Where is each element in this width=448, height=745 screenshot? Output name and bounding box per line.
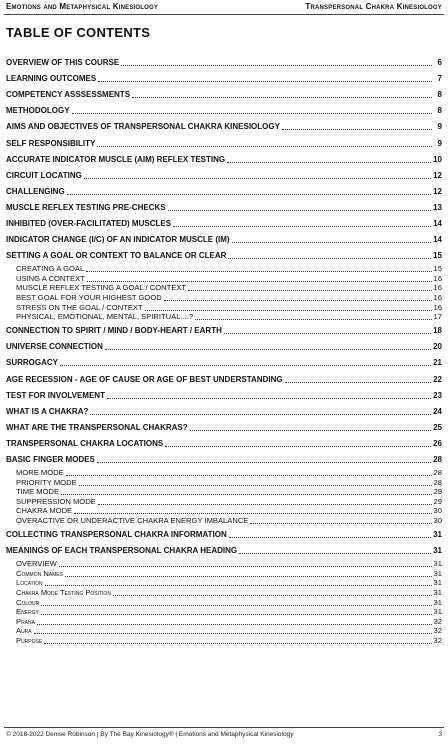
dot-leader	[250, 522, 431, 524]
toc-entry-page: 22	[433, 374, 442, 384]
dot-leader	[132, 96, 432, 98]
toc-entry-title: TRANSPERSONAL CHAKRA LOCATIONS	[6, 438, 164, 448]
toc-entry-title: COMPETENCY ASSSESSMENTS	[6, 90, 131, 100]
toc-entry-title: USING A CONTEXT	[16, 273, 85, 283]
dot-leader	[72, 112, 432, 114]
toc-entry-title: STRESS ON THE GOAL / CONTEXT	[16, 302, 143, 312]
toc-entry[interactable]	[6, 73, 442, 84]
dot-leader	[239, 552, 431, 554]
toc-entry-title: MUSCLE REFLEX TESTING A GOAL / CONTEXT	[16, 283, 187, 293]
toc-entry-title: Energy	[16, 607, 39, 617]
toc-entry-page: 7	[437, 74, 442, 84]
toc-entry-page: 31	[433, 559, 442, 569]
toc-entry-page: 31	[433, 578, 442, 588]
toc-entry[interactable]	[6, 529, 442, 540]
toc-entry-title: PRIORITY MODE	[16, 477, 77, 487]
dot-leader	[227, 161, 431, 163]
toc-entry-page: 16	[433, 283, 442, 293]
page-header	[4, 2, 444, 15]
toc-entry[interactable]	[6, 154, 442, 165]
dot-leader	[173, 225, 431, 227]
toc-entry-page: 12	[433, 186, 442, 196]
toc-entry[interactable]	[6, 341, 442, 352]
toc-entry-title: MEANINGS OF EACH TRANSPERSONAL CHAKRA HEADING	[6, 546, 238, 556]
dot-leader	[90, 413, 431, 415]
toc-entry-page: 15	[433, 251, 442, 261]
dot-leader	[168, 209, 432, 211]
toc-entry-title: Aura	[16, 626, 32, 636]
toc-entry-page: 8	[437, 90, 442, 100]
toc-entry-title: CREATING A GOAL	[16, 264, 85, 274]
footer-copyright: © 2018-2022 Denise Robinson | By The Bay Kinesiology® | Emotions and Metaphysical Kinesiology	[6, 731, 294, 738]
toc-entry-page: 30	[433, 516, 442, 525]
toc-entry-title: INHIBITED (OVER-FACILITATED) MUSCLES	[6, 219, 172, 228]
toc-entry-title: CHALLENGING	[6, 186, 65, 196]
toc-entry-page: 13	[433, 202, 442, 212]
toc-entry[interactable]	[6, 250, 442, 261]
toc-entry-page: 32	[433, 635, 442, 645]
toc-entry-title: WHAT ARE THE TRANSPERSONAL CHAKRAS?	[6, 422, 188, 432]
dot-leader	[229, 536, 431, 538]
toc-entry[interactable]	[6, 186, 442, 197]
toc-entry-page: 9	[437, 138, 442, 148]
toc-entry[interactable]	[6, 170, 442, 181]
dot-leader	[67, 193, 431, 195]
toc-entry-title: INDICATOR CHANGE (I/C) OF AN INDICATOR MUSCLE (IM)	[6, 235, 230, 245]
toc-entry-title: SURROGACY	[6, 358, 59, 368]
toc-entry-title: OVERACTIVE OR UNDERACTIVE CHAKRA ENERGY IMBALANCE	[16, 516, 249, 525]
toc-entry-page: 18	[433, 326, 442, 336]
toc-entry-page: 29	[433, 487, 442, 497]
dot-leader	[224, 332, 431, 334]
toc-entry-title: CONNECTION TO SPIRIT / MIND / BODY-HEART / EARTH	[6, 326, 222, 336]
toc-entry-page: 29	[433, 496, 442, 506]
toc-entry[interactable]	[6, 390, 442, 401]
toc-entry-title: METHODOLOGY	[6, 106, 70, 116]
toc-entry[interactable]	[6, 234, 442, 245]
toc-entry-page: 25	[433, 422, 442, 432]
toc-entry[interactable]	[6, 374, 442, 385]
toc-entry-page: 16	[433, 273, 442, 283]
toc-entry-title: CHAKRA MODE	[16, 506, 73, 516]
toc-entry-page: 14	[433, 219, 442, 228]
header-right-title: Transpersonal Chakra Kinesiology	[305, 2, 442, 11]
toc-entry-title: TEST FOR INVOLVEMENT	[6, 390, 105, 400]
toc-entry[interactable]	[6, 454, 442, 465]
toc-entry-title: OVERVIEW	[16, 559, 57, 569]
dot-leader	[98, 80, 432, 82]
toc-entry-title: PHYSICAL, EMOTIONAL, MENTAL, SPIRITUAL....?	[16, 312, 194, 322]
dot-leader	[282, 128, 432, 130]
toc-entry-page: 31	[433, 568, 442, 578]
dot-leader	[84, 177, 431, 179]
toc-entry-page: 31	[433, 607, 442, 617]
dot-leader	[165, 445, 431, 447]
toc-entry[interactable]	[6, 105, 442, 116]
toc-entry-title: BEST GOAL FOR YOUR HIGHEST GOOD	[16, 293, 162, 302]
toc-subentry[interactable]	[6, 635, 442, 646]
toc-entry[interactable]	[6, 406, 442, 417]
toc-entry-title: BASIC FINGER MODES	[6, 455, 95, 464]
toc-entry-page: 31	[433, 587, 442, 597]
toc-entry-title: SUPPRESSION MODE	[16, 496, 96, 506]
toc-entry-page: 16	[433, 293, 442, 302]
dot-leader	[190, 429, 431, 431]
toc-entry[interactable]	[6, 121, 442, 132]
dot-leader	[105, 348, 431, 350]
toc-entry-page: 15	[433, 264, 442, 274]
toc-entry[interactable]	[6, 89, 442, 100]
header-left-title: Emotions and Metaphysical Kinesiology	[6, 2, 159, 11]
toc-entry-title: AGE RECESSION - AGE OF CAUSE OR AGE OF BEST UNDERSTANDING	[6, 374, 283, 384]
toc-entry-page: 32	[433, 626, 442, 636]
toc-entry-page: 9	[437, 122, 442, 132]
toc-entry-title: LEARNING OUTCOMES	[6, 74, 97, 84]
toc-entry-title: TIME MODE	[16, 487, 60, 497]
page-number: 3	[438, 731, 442, 738]
toc-entry-title: SELF RESPONSIBILITY	[6, 138, 96, 148]
toc-entry-title: AIMS AND OBJECTIVES OF TRANSPERSONAL CHAKRA KINESIOLOGY	[6, 122, 280, 132]
toc-entry-page: 28	[433, 468, 442, 477]
toc-entry[interactable]	[6, 545, 442, 556]
toc-entry-title: CIRCUIT LOCATING	[6, 170, 82, 180]
toc-entry[interactable]	[6, 57, 442, 68]
toc-entry-page: 28	[433, 455, 442, 464]
toc-entry[interactable]	[6, 438, 442, 449]
toc-entry-title: ACCURATE INDICATOR MUSCLE (AIM) REFLEX TESTING	[6, 154, 226, 164]
dot-leader	[228, 257, 431, 259]
toc-entry-title: MUSCLE REFLEX TESTING PRE-CHECKS	[6, 202, 166, 212]
toc-entry-title: SETTING A GOAL OR CONTEXT TO BALANCE OR CLEAR	[6, 251, 227, 261]
toc-entry-title: Chakra Mode Testing Position	[16, 587, 111, 597]
toc-entry[interactable]	[6, 422, 442, 433]
toc-entry-title: OVERVIEW OF THIS COURSE	[6, 58, 120, 67]
toc-subentry[interactable]	[6, 515, 442, 526]
toc-entry[interactable]	[6, 202, 442, 213]
toc-entry-title: Colour	[16, 597, 40, 607]
toc-entry-title: Purpose	[16, 635, 43, 645]
toc-entry-page: 31	[433, 597, 442, 607]
toc-entry-page: 24	[433, 406, 442, 416]
toc-entry-page: 21	[433, 358, 442, 368]
toc-entry-title: WHAT IS A CHAKRA?	[6, 406, 89, 416]
toc-entry-page: 10	[433, 154, 442, 164]
toc-entry-page: 14	[433, 235, 442, 245]
dot-leader	[195, 318, 431, 320]
toc-entry-page: 23	[433, 390, 442, 400]
toc-entry-page: 32	[433, 616, 442, 626]
toc-entry-page: 12	[433, 170, 442, 180]
toc-entry[interactable]	[6, 218, 442, 229]
dot-leader	[44, 642, 431, 644]
dot-leader	[60, 364, 431, 366]
dot-leader	[285, 381, 431, 383]
toc-entry-page: 20	[433, 342, 442, 352]
toc-title: TABLE OF CONTENTS	[6, 25, 151, 40]
toc-entry[interactable]	[6, 325, 442, 336]
toc-entry[interactable]	[6, 357, 442, 368]
dot-leader	[107, 397, 431, 399]
dot-leader	[97, 145, 432, 147]
toc-entry-title: Common Names	[16, 568, 63, 578]
dot-leader	[232, 241, 432, 243]
toc-entry-page: 6	[437, 58, 442, 67]
toc-entry[interactable]	[6, 138, 442, 149]
page-footer	[4, 727, 444, 740]
toc-subentry[interactable]	[6, 311, 442, 322]
toc-entry-page: 31	[433, 546, 442, 556]
toc-entry-page: 16	[433, 302, 442, 312]
toc-entry-page: 31	[433, 530, 442, 539]
toc-entry-title: Prana	[16, 616, 35, 626]
toc-entry-title: UNIVERSE CONNECTION	[6, 342, 103, 352]
dot-leader	[121, 64, 432, 66]
toc-entry-title: COLLECTING TRANSPERSONAL CHAKRA INFORMATION	[6, 530, 227, 539]
toc-entry-page: 30	[433, 506, 442, 516]
dot-leader	[97, 461, 431, 463]
toc-entry-title: MORE MODE	[16, 468, 64, 477]
toc-entry-page: 17	[433, 312, 442, 322]
toc-entry-page: 28	[433, 477, 442, 487]
toc-entry-title: Location	[16, 578, 43, 588]
toc-entry-page: 8	[437, 106, 442, 116]
toc-entry-page: 26	[433, 438, 442, 448]
